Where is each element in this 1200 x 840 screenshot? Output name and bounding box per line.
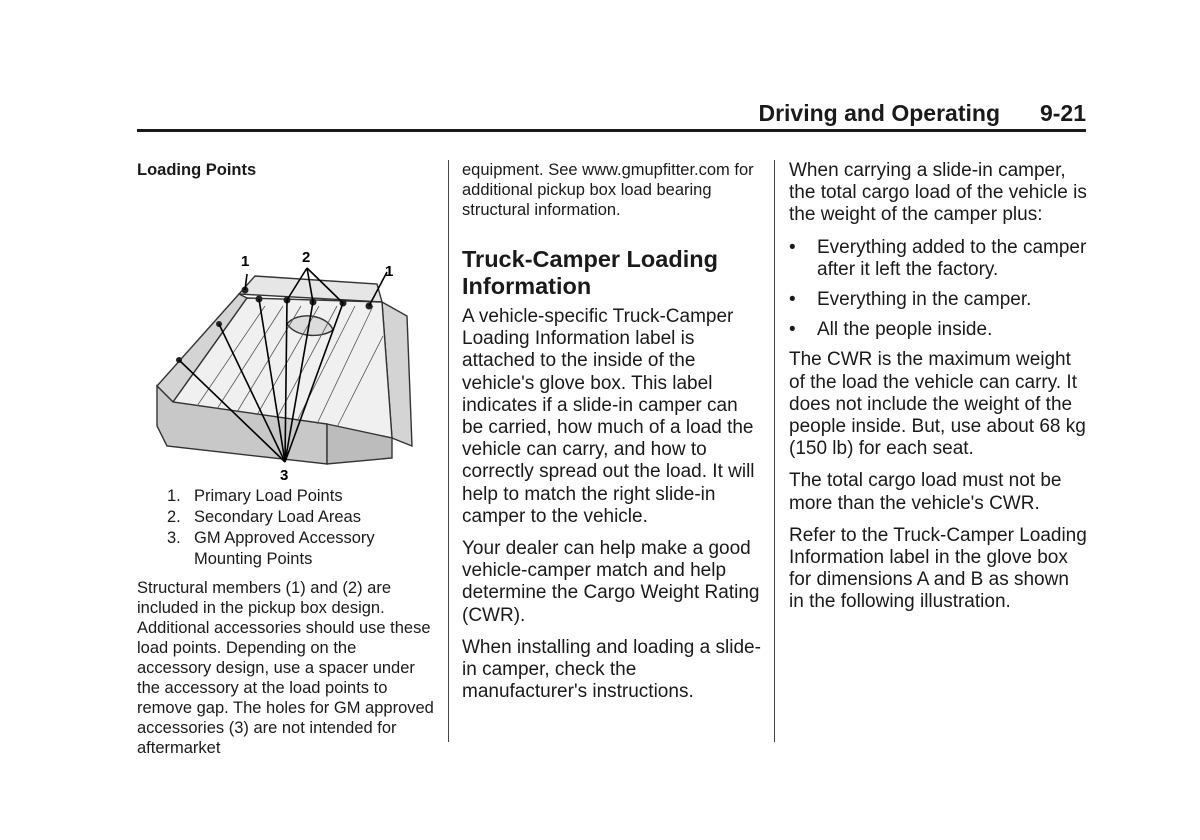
- body-paragraph: When carrying a slide-in camper, the total cargo load of the vehicle is the weight of the camper plus:: [789, 160, 1087, 226]
- section-heading-truck-camper: Truck-Camper Loading Information: [462, 246, 718, 299]
- caption-item: 1. Primary Load Points: [167, 487, 343, 505]
- body-paragraph: The total cargo load must not be more than the vehicle's CWR.: [789, 470, 1062, 514]
- section-heading-loading-points: Loading Points: [137, 161, 257, 179]
- callout-1-right: 1: [385, 263, 394, 280]
- body-paragraph: Your dealer can help make a good vehicle-camper match and help determine the Cargo Weight Rating (CWR).: [462, 538, 760, 626]
- pickup-box-figure: [137, 206, 435, 486]
- body-paragraph: The CWR is the maximum weight of the load the vehicle can carry. It does not include the weight of the people inside. But, use about 68 kg (150 lb) for each seat.: [789, 349, 1086, 460]
- callout-1-left: 1: [241, 253, 250, 270]
- bullet-list: [789, 237, 1087, 342]
- figure-caption-list: [137, 486, 435, 570]
- column-divider-2: [774, 160, 775, 742]
- bullet-item: • Everything added to the camper after it left the factory.: [789, 236, 1087, 280]
- bullet-item: • Everything in the camper.: [789, 289, 1032, 311]
- column-2: [462, 160, 762, 713]
- callout-2: 2: [302, 249, 311, 266]
- loading-points-paragraph: Structural members (1) and (2) are included in the pickup box design. Additional accessories should use these load points. Depending on the accessory design, use a spacer under the accessory at the load points to remove gap. The holes for GM approved accessories (3) are not intended for aftermarket: [137, 579, 434, 757]
- column-1: [137, 160, 435, 758]
- caption-item: 3. GM Approved Accessory Mounting Points: [167, 529, 375, 568]
- bullet-item: • All the people inside.: [789, 319, 993, 341]
- body-paragraph: When installing and loading a slide-in camper, check the manufacturer's instructions.: [462, 636, 761, 703]
- column-3: [789, 160, 1087, 624]
- caption-item: 2. Secondary Load Areas: [167, 508, 361, 526]
- page-header-title: Driving and Operating: [758, 100, 1000, 126]
- header-rule: [137, 129, 1086, 132]
- body-paragraph: A vehicle-specific Truck-Camper Loading Information label is attached to the inside of the vehicle's glove box. This label indicates if a slide-in camper can be carried, how much of a load the vehicle can carry, and how to correctly spread out the load. It will help to match the right slide-in camper to the vehicle.: [462, 306, 755, 527]
- callout-3: 3: [280, 467, 289, 484]
- column-divider-1: [448, 160, 449, 742]
- gmupfitter-paragraph: equipment. See www.gmupfitter.com for additional pickup box load bearing structural information.: [462, 161, 754, 219]
- page-number: 9-21: [1039, 100, 1086, 126]
- pickup-box-illustration: [137, 206, 435, 486]
- body-paragraph: Refer to the Truck-Camper Loading Information label in the glove box for dimensions A and B as shown in the following illustration.: [789, 524, 1087, 613]
